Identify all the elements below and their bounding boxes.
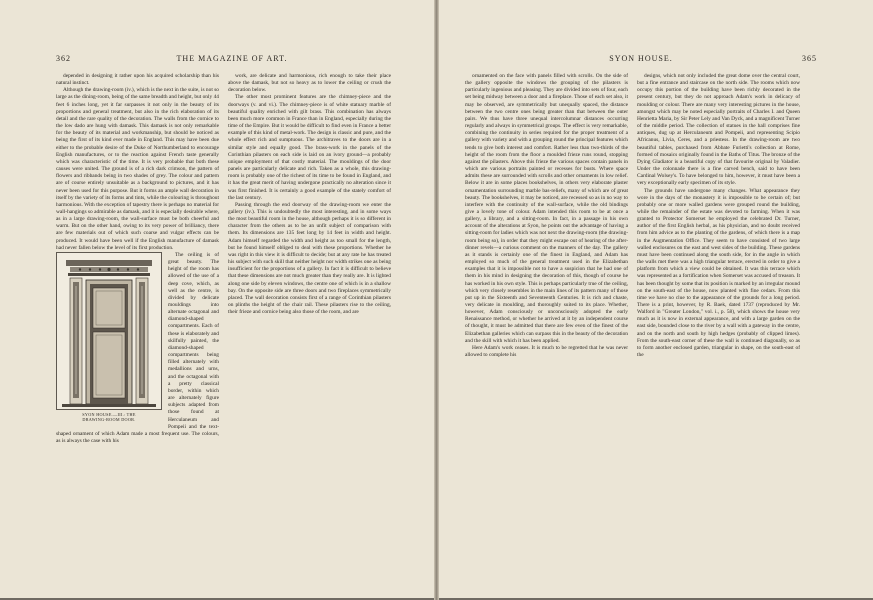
caption-line-1: SYON HOUSE.—III.: THE: [82, 411, 136, 417]
left-page-column-1: [56, 73, 219, 565]
figure-caption: [56, 412, 162, 422]
door-engraving: [56, 252, 162, 410]
paragraph: work, are delicate and harmonious, rich enough to take their place above the damask, but not so heavy as to lower the ceiling or crush the decoration below.: [228, 73, 391, 94]
paragraph: Although the drawing-room (iv.), which is the next in the suite, is not so large as the dining-room, being of the same breadth and height, but only 44 feet 6 inches long, yet it far surpasses it not only in the beauty of its proportions and general treatment, but also in the rich elaboration of its detail and the rare quality of the decoration. The walls from the cornice to the low dado are hung with damask. This damask is not only remarkable for the beauty of its material and workmanship, but should be noticed as being the first of its kind ever made in England. This may have been due either to the probable desire of the Duke of Northumberland to encourage English manufactures, or to the reaction against French taste generally which was characteristic of the time. It is very probable that both these causes were united. The ground is of a rich dark crimson, the pattern of flowers and ribbands being in two shades of grey. The colour and pattern are of course entirely unsuitable as a background to pictures, and it has never been used for this purpose. But it forms an ample wall decoration in itself by the variety of its forms and tints, while the colouring is throughout harmonious. With the exception of tapestry there is perhaps no material for wall-hangings so admirable as damask, and it is especially desirable where, as in a large drawing-room, the wall-surface must be both cheerful and warm. But on the other hand, owing to its very power of brilliancy, there are few materials out of which such coarse and vulgar effects can be produced. It would have been well if the English manufacture of damask had never fallen below the level of its first production.: [56, 87, 219, 251]
paragraph: Here Adam's work ceases. It is much to be regretted that he was never allowed to complete his: [465, 344, 628, 359]
right-page-header: [465, 54, 817, 66]
running-title: SYON HOUSE.: [609, 54, 673, 63]
running-title: THE MAGAZINE OF ART.: [176, 54, 288, 63]
paragraph: The grounds have undergone many changes. What appearance they wore in the days of the monastery it is impossible to be certain of; but probably one or more walled gardens were grouped round the building, while the remainder of the estate was devoted to farming. When it was granted to Protector Somerset he employed the celebrated Dr. Turner, author of the first English herbal, as his physician, and no doubt received from him advice as to the planting of the gardens, of which there is a map in the Augmentation Office. They seem to have consisted of two large walled enclosures on the east and west sides of the building. These gardens must have been continued along the south side, for in the angle in which the walls met there was a high triangular terrace, erected in order to give a platform from which a view could be obtained. It was this terrace which was represented as a fortification when Somerset was accused of treason. It has been thought by some that its position is marked by an irregular mound on the south-east of the house, now planted with fine cedars. From this time we have no clue to the appearance of the grounds for a long period. There is a print, however, by R. Baek, dated 1737 (reproduced by Mr. Walford in "Greater London," vol. i., p. 58), which shows the house very much as it is now in external appearance, and with a large garden on the east side, bounded close to the river by a wall with a gateway in the centre, and on the north and south by high hedges (probably of clipped limes). From the south-east corner of these the wall is continued diagonally, so as to form another enclosed garden, triangular in shape, on the south-east of the: [637, 187, 800, 359]
right-page-column-1: [465, 73, 628, 565]
right-page: [439, 0, 873, 598]
left-page-header: [56, 54, 408, 66]
drawing-room-door-illustration: [56, 252, 162, 424]
page-number: 365: [802, 54, 817, 63]
page-number: 362: [56, 54, 71, 63]
paragraph: The ceiling is of great beauty. The height of the room has allowed of the use of a deep cove, which, as well as the centre, is divided by delicate mouldings into alternate octagonal and diamond-shaped compartments. Each of these is elaborately and skilfully painted, the diamond-shaped compartments being filled alternately with medallions and urns, and the octagonal with a pretty classical border, within which are alternately figure subjects adapted from those found at Herculaneum and Pompeii and the text-shaped ornament of which Adam made a most frequent use. The colours, as is always the case with his: [56, 251, 219, 444]
paragraph: designs, which not only included the great dome over the central court, but a fine entrance and staircase on the north side. The rooms which now occupy this portion of the building have been richly decorated in the present century, but they do not approach Adam's work in delicacy of moulding or colour. There are many very interesting pictures in the house, amongst which may be noted especially portraits of Charles I. and Queen Henrietta Maria, by Sir Peter Lely and Van Dyck, and a magnificent Turner of the middle period. The collection of statues in the hall comprises fine antiques, dug up at Herculaneum and Pompeii, and representing Scipio Africanus, Livia, Ceres, and a priestess. In the drawing-room are two beautiful tables, purchased from Abbate Furietti's collection at Rome, formed of mosaics originally found in the Baths of Titus. The bronze of the Dying Gladiator is a beautiful copy of that favourite original by Valadier. Under the colonnade there is a fine carved bench, said to have been Cardinal Wolsey's. To have belonged to him, however, it must have been a very exceptionally early specimen of its style.: [637, 73, 800, 187]
left-page: [0, 0, 434, 598]
caption-line-2: DRAWING-ROOM DOOR.: [82, 417, 136, 423]
paragraph: Passing through the end doorway of the drawing-room we enter the gallery (iv.). This is undoubtedly the most interesting, and in some ways the most beautiful room in the house, although perhaps it is so different in character from the others as to be an unfit subject of comparison with them. Its dimensions are 135 feet long by 14 feet in width and height. Adam himself regarded the width and height as too small for the length, but he found himself obliged to deal with these proportions. Whether he was right in this view it is difficult to decide; but at any rate he has treated his subject with such skill that neither height nor width strikes one as being insufficient for the proportions of a gallery. In fact it is difficult to believe that these dimensions are not much greater than they really are. It is lighted along one side by eleven windows, the centre one of which is in a shallow bay. On the opposite side are three doors and two fireplaces symmetrically placed. The wall decoration consists first of a range of Corinthian pilasters on plinths the height of the chair rail. These pilasters rise to the ceiling, their frieze and cornice being also those of the room, and are: [228, 201, 391, 316]
paragraph: ornamented on the face with panels filled with scrolls. On the side of the gallery opposite the windows the grouping of the pilasters is particularly ingenious and pleasing. They are divided into sets of four, each set being midway between a door and a fireplace. Those of each set also, it may be observed, are symmetrically but unequally spaced, the distance between the two centre ones being greater than that between the outer pairs. We thus have three unequal intercolumnar distances occurring regularly and always in symmetrical groups. The effect is very remarkable, combining the continuity in series required for the proper treatment of a gallery with variety and with a grouping round the principal features which tends to give both interest and comfort. Rather less than two-thirds of the height of the room from the floor a moulded frieze runs round, stopping against the pilasters. Above this frieze the various spaces contain panels in which are various portraits painted or recesses for busts. Where space admits these are surrounded with scrolls and other ornaments in low relief. Below it are in some places bookshelves, in others very elaborate plaster ornamentation surrounding marble bas-reliefs, many of which are of great beauty. The bookshelves, it may be noticed, are recessed so as in no way to interfere with the continuity of the wall-surface, while the old bindings give a lovely tone of colour. Adam intended this room to be at once a gallery, a library, and a sitting-room. In fact, in a passage in his own account of the alterations at Syon, he points out the advantage of having a sitting-room for ladies which was not next the drawing-room (the drawing-room being so), in order that they might escape out of hearing of the after-dinner revels—a curious comment on the manners of the day. The gallery as it stands is certainly one of the finest in England, and Adam has employed so much of the general treatment used in the Elizabethan examples that it is impossible not to have a suspicion that he had one of them in his mind in designing the decoration of this, though of course he has worked in his own style. This is perhaps particularly true of the ceiling, which very closely resembles in the main lines of its pattern many of those put up in the Sixteenth and Seventeenth Centuries. It is rich and chaste, very delicate in moulding, and thoroughly suited to its place. Whether, however, Adam consciously or unconsciously adopted the early Renaissance method, or whether he arrived at it by an independent course of thought, it must be admitted that there are few even of the finest of the Elizabethan galleries which can surpass this in the beauty of the decoration and the skill with which it has been applied.: [465, 73, 628, 344]
left-page-column-2: [228, 73, 391, 565]
paragraph: The other most prominent features are the chimney-piece and the doorways (v. and vi.). The chimney-piece is of white statuary marble of beautiful quality enriched with gilt brass. This combination has always been much more common in France than in England, especially during the time of the Empire. But it would be difficult to find even in France a better example of this kind of metal-work. The design is classic and pure, and the whole effect rich and sumptuous. The architraves to the doors are in a similar style and equally good. The brass-work in the panels of the Corinthian pilasters on each side is laid on an ivory ground—a probably unique employment of that costly material. The mouldings of the door panels are particularly delicate and rich. Taken as a whole, this drawing-room is probably one of the richest of its time to be found in England, and it has the great merit of having undergone practically no alteration since it was first finished. It is certainly a good example of the stately comfort of the last century.: [228, 94, 391, 201]
right-page-column-2: [637, 73, 800, 565]
paragraph: depended in designing it rather upon his acquired scholarship than his natural instinct.: [56, 73, 219, 87]
